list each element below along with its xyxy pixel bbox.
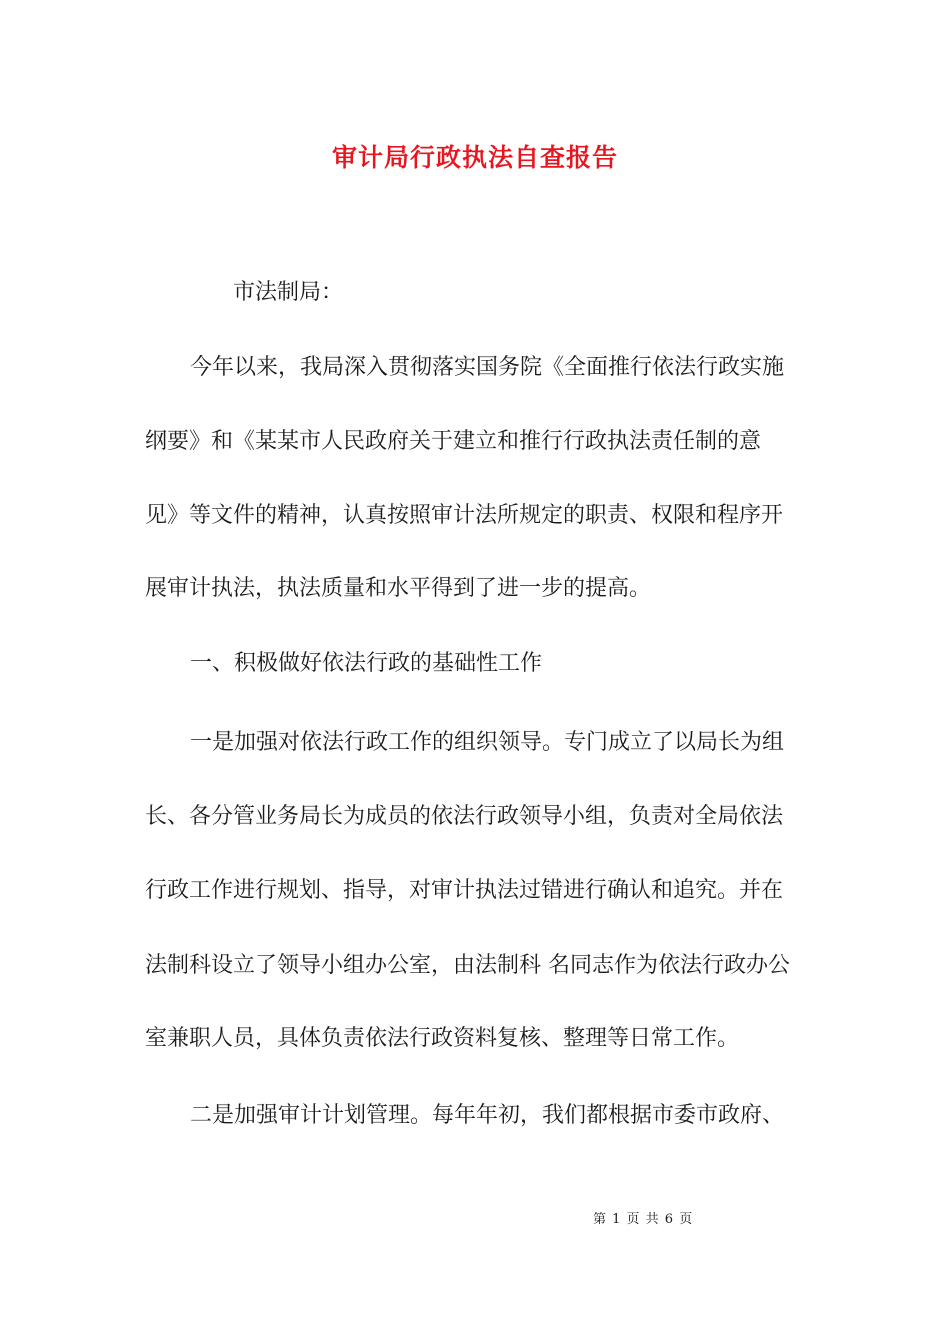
section-heading: 一、积极做好依法行政的基础性工作 bbox=[190, 651, 543, 676]
salutation: 市法制局： bbox=[233, 280, 344, 305]
paragraph-line: 行政工作进行规划、指导，对审计执法过错进行确认和追究。并在 bbox=[145, 878, 784, 903]
paragraph-line: 展审计执法，执法质量和水平得到了进一步的提高。 bbox=[145, 576, 652, 601]
paragraph-line: 一是加强对依法行政工作的组织领导。专门成立了以局长为组 bbox=[190, 730, 785, 755]
paragraph-line: 长、各分管业务局长为成员的依法行政领导小组，负责对全局依法 bbox=[145, 804, 784, 829]
document-title: 审计局行政执法自查报告 bbox=[331, 143, 618, 172]
paragraph-line: 二是加强审计计划管理。每年年初，我们都根据市委市政府、 bbox=[190, 1103, 785, 1128]
paragraph-line: 法制科设立了领导小组办公室，由法制科 名同志作为依法行政办公 bbox=[145, 953, 790, 978]
paragraph-line: 见》等文件的精神，认真按照审计法所规定的职责、权限和程序开 bbox=[145, 503, 784, 528]
paragraph-line: 今年以来，我局深入贯彻落实国务院《全面推行依法行政实施 bbox=[190, 355, 785, 380]
paragraph-line: 室兼职人员，具体负责依法行政资料复核、整理等日常工作。 bbox=[145, 1026, 740, 1051]
paragraph-line: 纲要》和《某某市人民政府关于建立和推行行政执法责任制的意 bbox=[145, 429, 762, 454]
page-number: 第 1 页 共 6 页 bbox=[593, 1212, 694, 1227]
